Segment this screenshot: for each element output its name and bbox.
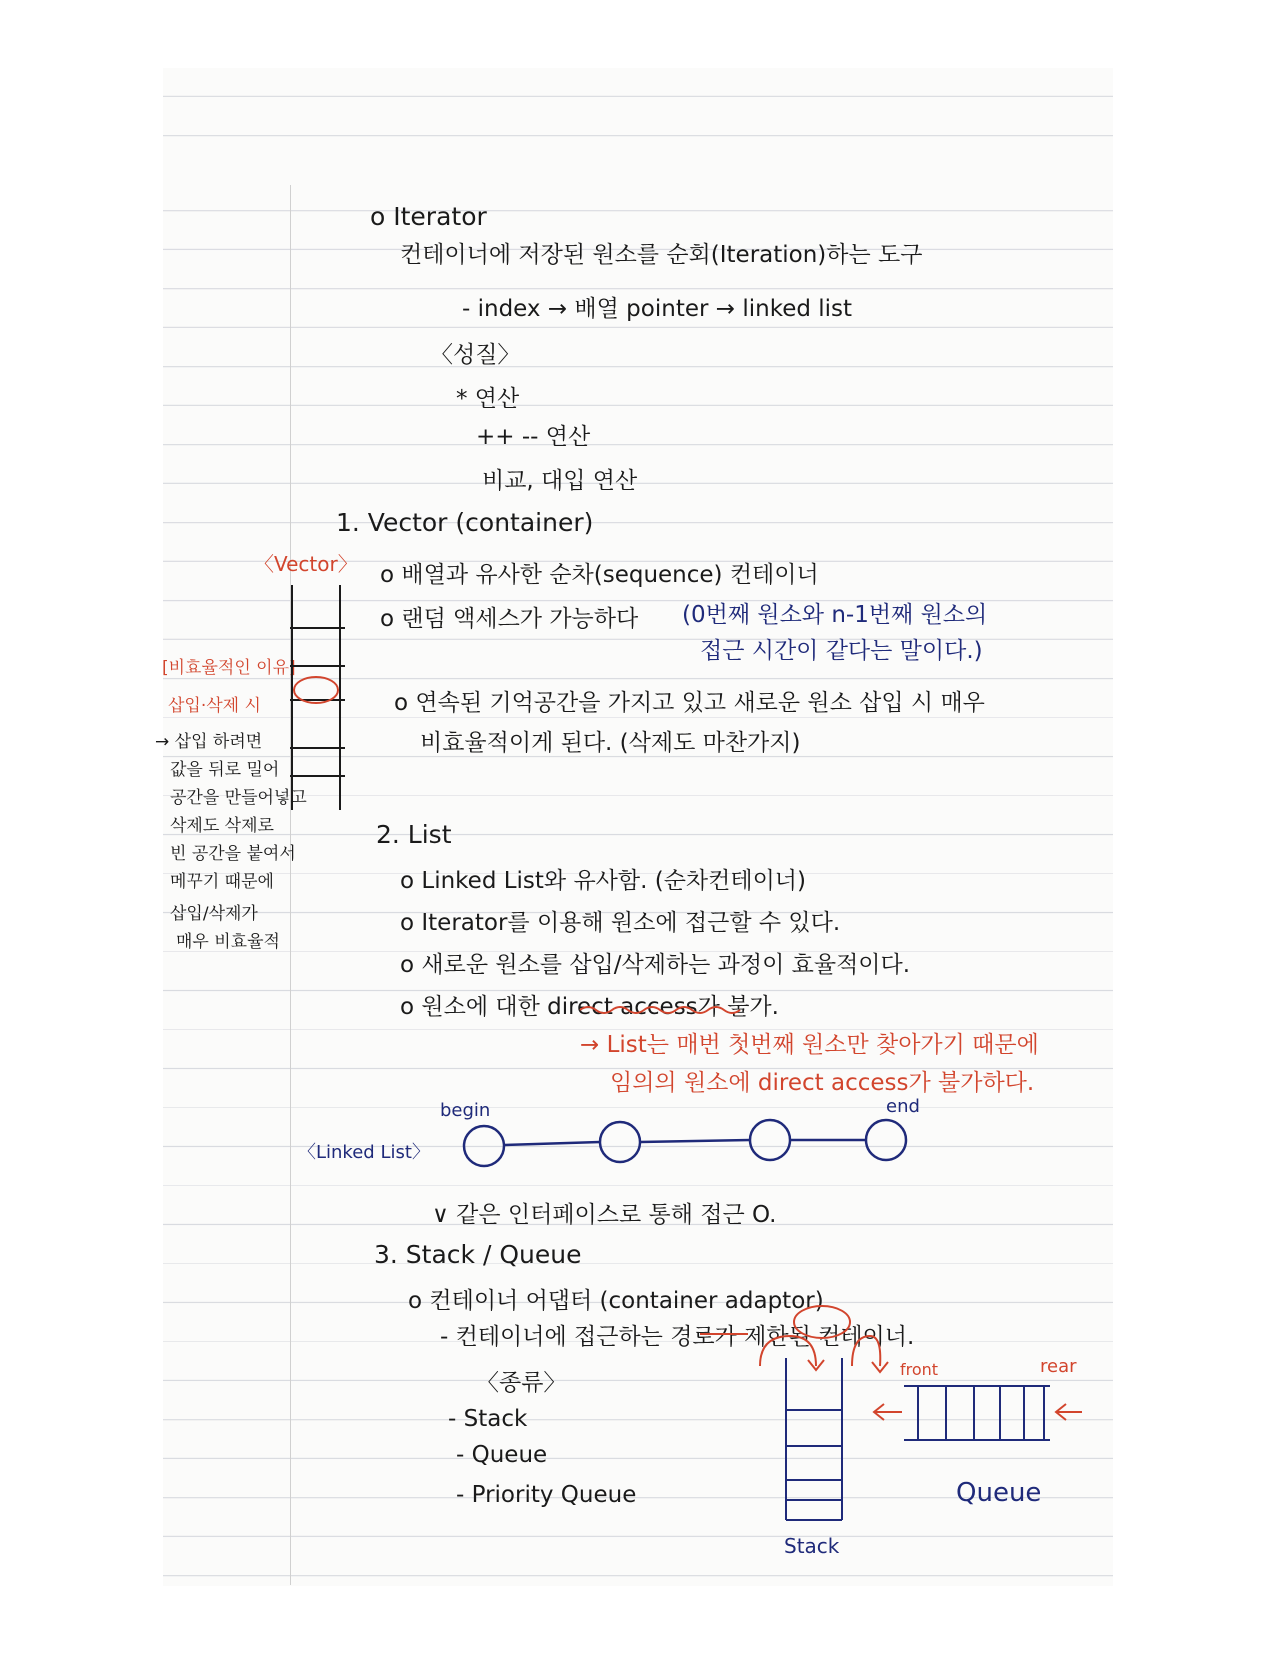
list-node-4 <box>866 1120 906 1160</box>
vector-memory-line-1: o 연속된 기억공간을 가지고 있고 새로운 원소 삽입 시 매우 <box>394 690 985 716</box>
iterator-op-3: 비교, 대입 연산 <box>482 468 638 494</box>
vector-side-label: 〈Vector〉 <box>254 552 358 576</box>
list-node-1 <box>464 1126 504 1166</box>
stack-drawing <box>786 1358 842 1520</box>
margin-note-2: 값을 뒤로 밀어 <box>170 760 280 780</box>
vector-memory-line-2: 비효율적이게 된다. (삭제도 마찬가지) <box>420 730 801 756</box>
vector-bullet-2: o 랜덤 액세스가 가능하다 <box>380 606 639 632</box>
adaptor-bullet: o 컨테이너 어댑터 (container adaptor) <box>408 1288 824 1314</box>
iterator-properties-label: 〈성질〉 <box>430 342 521 368</box>
vector-random-note-2: 접근 시간이 같다는 말이다.) <box>700 638 983 664</box>
kind-stack: - Stack <box>448 1406 528 1432</box>
iterator-heading: o Iterator <box>370 202 487 231</box>
end-label: end <box>886 1096 920 1117</box>
iterator-definition: 컨테이너에 저장된 원소를 순회(Iteration)하는 도구 <box>400 242 923 268</box>
vector-heading: 1. Vector (container) <box>336 508 594 537</box>
margin-note-7: 삽입/삭제가 <box>170 904 258 924</box>
queue-label: Queue <box>956 1478 1042 1508</box>
linked-list-label: 〈Linked List〉 <box>298 1142 430 1163</box>
list-after-note: ∨ 같은 인터페이스로 통해 접근 O. <box>432 1202 777 1228</box>
iterator-op-1: * 연산 <box>456 386 520 412</box>
margin-note-4: 삭제도 삭제로 <box>170 816 274 836</box>
margin-note-3: 공간을 만들어넣고 <box>170 788 307 808</box>
iterator-op-2: ++ -- 연산 <box>476 424 591 450</box>
margin-note-5: 빈 공간을 붙여서 <box>170 844 296 864</box>
stack-label: Stack <box>784 1534 840 1558</box>
list-heading: 2. List <box>376 820 452 849</box>
queue-arrows <box>874 1404 1082 1420</box>
kind-priority-queue: - Priority Queue <box>456 1482 637 1508</box>
adaptor-sub: - 컨테이너에 접근하는 경로가 제한된 컨테이너. <box>440 1324 915 1350</box>
linked-list-drawing <box>464 1120 906 1166</box>
list-bullet-3: o 새로운 원소를 삽입/삭제하는 과정이 효율적이다. <box>400 952 911 978</box>
kinds-label: 〈종류〉 <box>476 1370 567 1396</box>
list-node-3 <box>750 1120 790 1160</box>
rear-label: rear <box>1040 1356 1077 1377</box>
list-bullet-1: o Linked List와 유사함. (순차컨테이너) <box>400 868 806 894</box>
list-red-note-2: 임의의 원소에 direct access가 불가하다. <box>610 1070 1035 1096</box>
queue-drawing <box>904 1386 1050 1440</box>
list-bullet-2: o Iterator를 이용해 원소에 접근할 수 있다. <box>400 910 841 936</box>
vector-random-note-1: (0번째 원소와 n-1번째 원소의 <box>682 602 988 628</box>
margin-note-1: → 삽입 하려면 <box>155 732 263 752</box>
front-label: front <box>900 1360 939 1379</box>
kind-queue: - Queue <box>456 1442 548 1468</box>
margin-note-6: 메꾸기 때문에 <box>170 872 274 892</box>
vector-bullet-1: o 배열과 유사한 순차(sequence) 컨테이너 <box>380 562 819 588</box>
limited-circle <box>794 1306 850 1338</box>
margin-red-2: 삽입·삭제 시 <box>168 696 261 716</box>
margin-note-8: 매우 비효율적 <box>176 932 280 952</box>
begin-label: begin <box>440 1100 491 1121</box>
stack-arrows <box>760 1336 888 1372</box>
list-bullet-4: o 원소에 대한 direct access가 불가. <box>400 994 779 1020</box>
iterator-access-line: - index → 배열 pointer → linked list <box>462 296 853 322</box>
list-red-note-1: → List는 매번 첫번째 원소만 찾아가기 때문에 <box>580 1032 1039 1058</box>
stack-queue-heading: 3. Stack / Queue <box>374 1240 582 1269</box>
direct-access-squiggle <box>580 1007 740 1013</box>
list-node-2 <box>600 1122 640 1162</box>
margin-red-1: [비효율적인 이유] <box>162 658 296 678</box>
